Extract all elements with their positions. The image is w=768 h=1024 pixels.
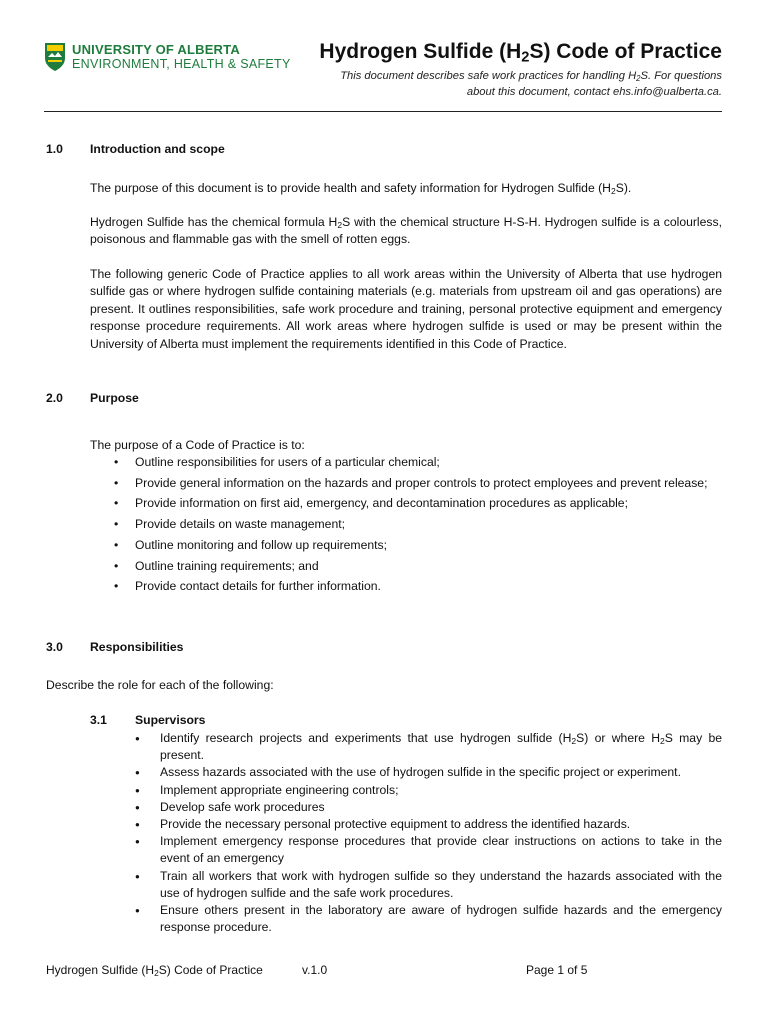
subsection-3-1-number: 3.1 [90, 713, 107, 727]
section-1-paragraph-2: Hydrogen Sulfide has the chemical formula $H_2S$ with the chemical structure H-S-H. Hydrogen sulfide is a colourless, poisonous and flammable gas with the smell of rotten eggs. [90, 215, 722, 247]
section-1-number: 1.0 [46, 142, 63, 156]
list-item: • Provide details on waste management; [90, 516, 722, 533]
purpose-list [90, 454, 722, 599]
list-item: ● Ensure others present in the laboratory are aware of hydrogen sulfide hazards and the emergency response procedure. [135, 902, 722, 936]
list-item: ● Provide the necessary personal protective equipment to address the identified hazards. [135, 816, 722, 833]
list-item: • Provide information on first aid, emergency, and decontamination procedures as applicable; [90, 495, 722, 512]
list-item: • Provide contact details for further information. [90, 578, 722, 595]
list-item: • Provide general information on the hazards and proper controls to protect employees and prevent release; [90, 475, 722, 492]
shield-icon [44, 42, 66, 72]
list-item: ● Identify research projects and experiments that use hydrogen sulfide $(H_2S)$ or where $H_2S$ may be present. [135, 730, 722, 764]
footer-version: v.1.0 [302, 963, 328, 977]
logo-department-name: ENVIRONMENT, HEALTH & SAFETY [72, 57, 291, 71]
list-item: ● Implement emergency response procedures that provide clear instructions on actions to take in the event of an emergency [135, 833, 722, 867]
footer-document-title: Hydrogen Sulfide $(H_2S)$ Code of Practice [46, 963, 263, 979]
section-3-number: 3.0 [46, 640, 63, 654]
section-2-number: 2.0 [46, 391, 63, 405]
list-item: • Outline monitoring and follow up requirements; [90, 537, 722, 554]
section-3-intro: Describe the role for each of the following: [46, 678, 274, 692]
list-item: ● Assess hazards associated with the use of hydrogen sulfide in the specific project or experiment. [135, 764, 722, 781]
university-logo [44, 42, 291, 72]
subsection-3-1-title: Supervisors [135, 713, 206, 727]
list-item: ● Develop safe work procedures [135, 799, 722, 816]
list-item: • Outline responsibilities for users of a particular chemical; [90, 454, 722, 471]
section-2-title: Purpose [90, 391, 139, 405]
section-1-paragraph-3: The following generic Code of Practice applies to all work areas within the University of Alberta that use hydrogen sulfide gas or where hydrogen sulfide containing materials (e.g. materials from upstream oil and gas operations) are present. It outlines responsibilities, safe work procedure and training, personal protective equipment and emergency response procedure requirements. All work areas where hydrogen sulfide is used or may be present within the University of Alberta must implement the requirements identified in this Code of Practice. [90, 267, 722, 351]
header-divider [44, 111, 722, 112]
list-item: ● Implement appropriate engineering controls; [135, 782, 722, 799]
section-2-intro: The purpose of a Code of Practice is to: [90, 438, 305, 452]
footer-page-number: Page 1 of 5 [526, 963, 588, 977]
document-subtitle: This document describes safe work practices for handling $H_2S$. For questions about this document, contact ehs.info@ualberta.ca. [340, 70, 722, 98]
list-item: • Outline training requirements; and [90, 558, 722, 575]
section-3-title: Responsibilities [90, 640, 184, 654]
section-1-paragraph-1: The purpose of this document is to provide health and safety information for Hydrogen Sulfide $(H_2S)$. [90, 181, 632, 197]
list-item: ● Train all workers that work with hydrogen sulfide so they understand the hazards associated with the use of hydrogen sulfide and the safe work procedures. [135, 868, 722, 902]
document-title: Hydrogen Sulfide $(H_2S)$ Code of Practice [319, 40, 722, 66]
section-1-title: Introduction and scope [90, 142, 225, 156]
logo-university-name: UNIVERSITY OF ALBERTA [72, 42, 240, 57]
supervisor-responsibilities-list [135, 730, 722, 936]
